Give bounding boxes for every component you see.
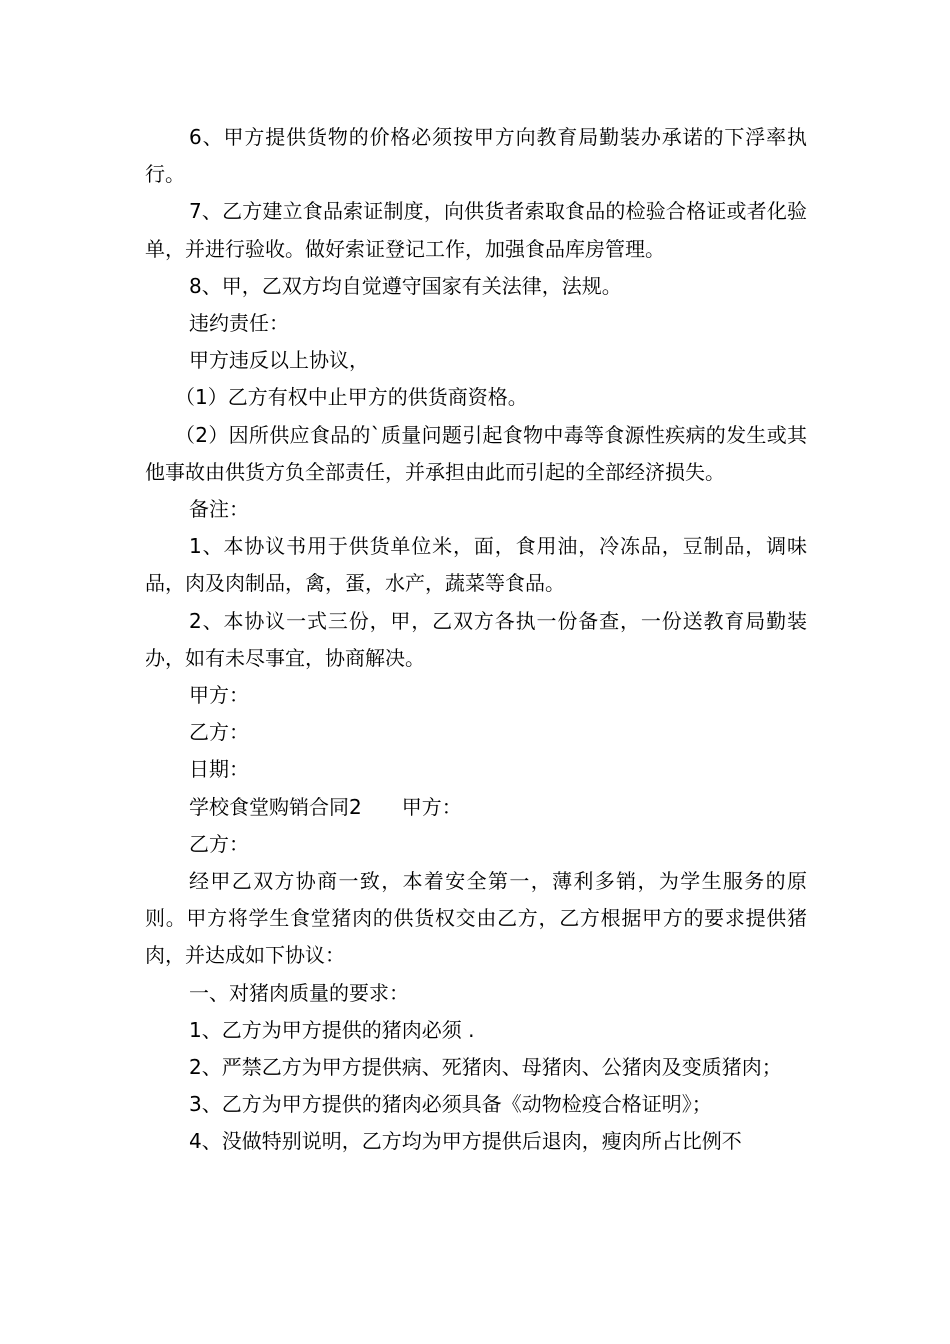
requirement-4: 4、没做特别说明，乙方均为甲方提供后退肉，瘦肉所占比例不 [189,1129,742,1154]
signature-date: 日期： [189,757,249,782]
breach-heading: 违约责任： [189,311,289,336]
signature-party-a: 甲方： [189,683,249,708]
clause-6: 6、甲方提供货物的价格必须按甲方向教育局勤装办承诺的下浮率执行。 [145,125,807,187]
requirement-3: 3、乙方为甲方提供的猪肉必须具备《动物检疫合格证明》； [189,1092,712,1117]
requirement-2: 2、严禁乙方为甲方提供病、死猪肉、母猪肉、公猪肉及变质猪肉； [189,1055,782,1080]
clause-8: 8、甲，乙双方均自觉遵守国家有关法律，法规。 [189,273,622,298]
clause-7: 7、乙方建立食品索证制度，向供货者索取食品的检验合格证或者化验单，并进行验收。做好索证登记工作，加强食品库房管理。 [145,199,807,261]
section-1-heading: 一、对猪肉质量的要求： [189,980,409,1005]
contract-title: 学校食堂购销合同2 [189,794,362,819]
document-body [145,119,807,1161]
note-1: 1、本协议书用于供货单位米，面，食用油，冷冻品，豆制品，调味品，肉及肉制品，禽，蛋，水产，蔬菜等食品。 [145,534,807,596]
breach-item-1: （1）乙方有权中止甲方的供货商资格。 [175,385,528,410]
contract-title-line [145,789,807,826]
contract-party-b: 乙方： [189,831,249,856]
requirement-1: 1、乙方为甲方提供的猪肉必须 . [189,1017,475,1042]
signature-party-b: 乙方： [189,720,249,745]
note-2: 2、本协议一式三份，甲，乙双方各执一份备查，一份送教育局勤装办，如有未尽事宜，协商解决。 [145,608,807,670]
contract-preamble: 经甲乙双方协商一致，本着安全第一，薄利多销，为学生服务的原则。甲方将学生食堂猪肉的供货权交由乙方，乙方根据甲方的要求提供猪肉，并达成如下协议： [145,869,807,968]
breach-item-2: （2）因所供应食品的`质量问题引起食物中毒等食源性疾病的发生或其他事故由供货方负全部责任，并承担由此而引起的全部经济损失。 [145,422,807,484]
breach-intro: 甲方违反以上协议， [189,348,369,373]
contract-party-a: 甲方： [401,794,462,819]
notes-heading: 备注： [189,497,249,522]
